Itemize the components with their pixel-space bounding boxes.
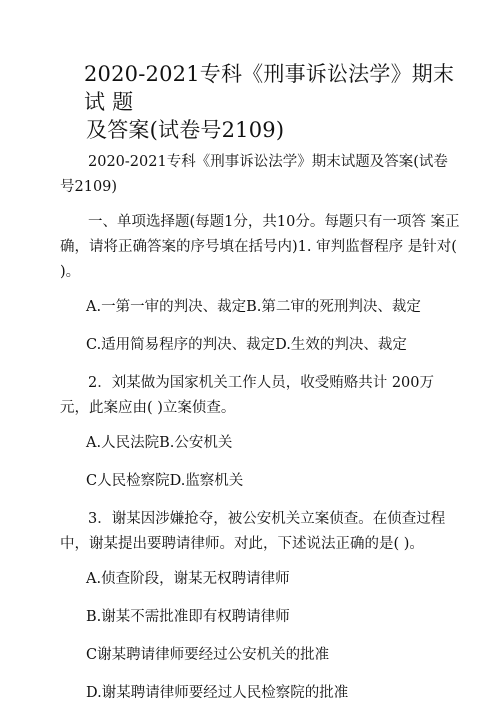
- q3-stem: 3．谢某因涉嫌抢夺，被公安机关立案侦查。在侦查过程中，谢某提出要聘请律师。对此，下述说法正确的是( )。: [60, 511, 446, 552]
- q2-options-ab: A.人民法院B.公安机关: [86, 435, 233, 451]
- document-body: [60, 150, 460, 706]
- document-title: [84, 60, 464, 144]
- title-line-1: 2020-2021专科《刑事诉讼法学》期末试 题: [84, 62, 455, 114]
- q2-options-cd: C人民检察院D.监察机关: [86, 473, 244, 489]
- title-line-2: 及答案(试卷号2109): [86, 118, 285, 142]
- section-intro: 一、单项选择题(每题1分，共10分。每题只有一项答 案正确，请将正确答案的序号填在括号内)1. 审判监督程序 是针对( )。: [60, 214, 460, 280]
- q3-option-a: A.侦查阶段，谢某无权聘请律师: [86, 571, 290, 587]
- q3-option-b: B.谢某不需批准即有权聘请律师: [86, 609, 290, 625]
- q1-options-ab: A.一第一审的判决、裁定B.第二审的死刑判决、裁定: [86, 299, 421, 315]
- q3-option-c: C谢某聘请律师要经过公安机关的批准: [86, 647, 330, 663]
- q3-option-d: D.谢某聘请律师要经过人民检察院的批准: [86, 685, 349, 701]
- exam-subtitle: 2020-2021专科《刑事诉讼法学》期末试题及答案(试卷 号2109): [60, 154, 448, 195]
- q2-stem: 2．刘某做为国家机关工作人员，收受贿赂共计 200万元，此案应由( )立案侦查。: [60, 375, 435, 416]
- q1-options-cd: C.适用简易程序的判决、裁定D.生效的判决、裁定: [86, 337, 407, 353]
